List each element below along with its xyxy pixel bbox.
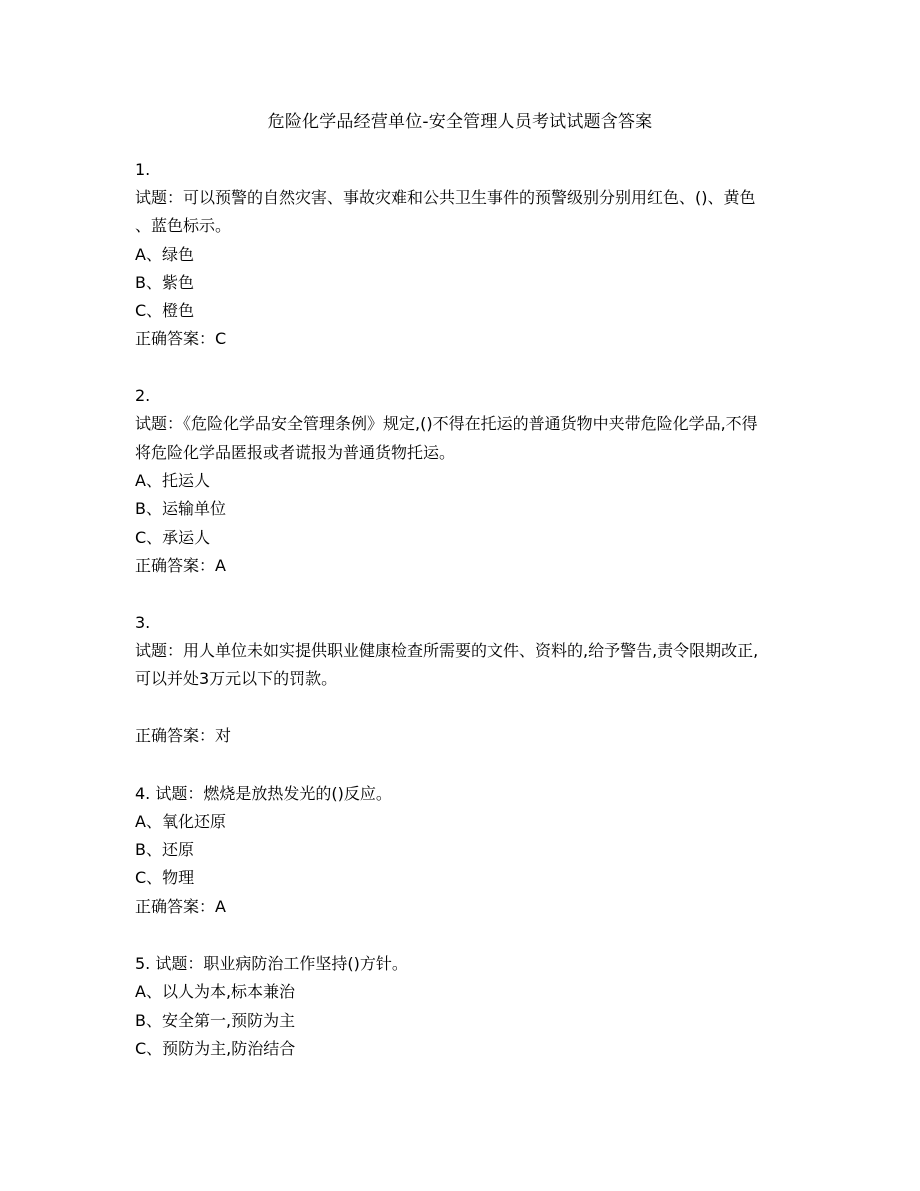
question-4-option-c: C、物理 (135, 868, 195, 887)
question-2-stem-continued: 将危险化学品匿报或者谎报为普通货物托运。 (135, 443, 456, 462)
question-4-option-a: A、氧化还原 (135, 812, 226, 831)
document-title: 危险化学品经营单位-安全管理人员考试试题含答案 (267, 112, 653, 132)
question-1-option-c: C、橙色 (135, 301, 195, 320)
question-3-answer: 正确答案：对 (135, 726, 232, 745)
question-5-option-b: B、安全第一,预防为主 (135, 1011, 296, 1030)
question-2-option-b: B、运输单位 (135, 499, 226, 518)
question-2-option-a: A、托运人 (135, 471, 210, 490)
question-3-stem: 试题：用人单位未如实提供职业健康检查所需要的文件、资料的,给予警告,责令限期改正, (135, 641, 759, 660)
question-4-stem: 4. 试题：燃烧是放热发光的()反应。 (135, 784, 392, 803)
question-2-stem: 试题：《危险化学品安全管理条例》规定,()不得在托运的普通货物中夹带危险化学品,不得 (135, 414, 758, 433)
question-1-answer: 正确答案：C (135, 329, 227, 348)
question-5-stem: 5. 试题：职业病防治工作坚持()方针。 (135, 954, 408, 973)
question-2-answer: 正确答案：A (135, 556, 226, 575)
question-4-answer: 正确答案：A (135, 897, 226, 916)
question-1-option-a: A、绿色 (135, 245, 194, 264)
question-1-stem-continued: 、蓝色标示。 (135, 216, 232, 235)
question-3-stem-continued: 可以并处3万元以下的罚款。 (135, 669, 338, 688)
question-2-option-c: C、承运人 (135, 528, 211, 547)
question-5-option-a: A、以人为本,标本兼治 (135, 982, 296, 1001)
question-5-option-c: C、预防为主,防治结合 (135, 1039, 296, 1058)
question-1-option-b: B、紫色 (135, 273, 194, 292)
question-4-option-b: B、还原 (135, 840, 194, 859)
question-1-stem: 试题：可以预警的自然灾害、事故灾难和公共卫生事件的预警级别分别用红色、()、黄色 (135, 188, 756, 207)
question-3-number: 3. (135, 613, 151, 632)
question-1-number: 1. (135, 160, 151, 179)
question-2-number: 2. (135, 386, 151, 405)
